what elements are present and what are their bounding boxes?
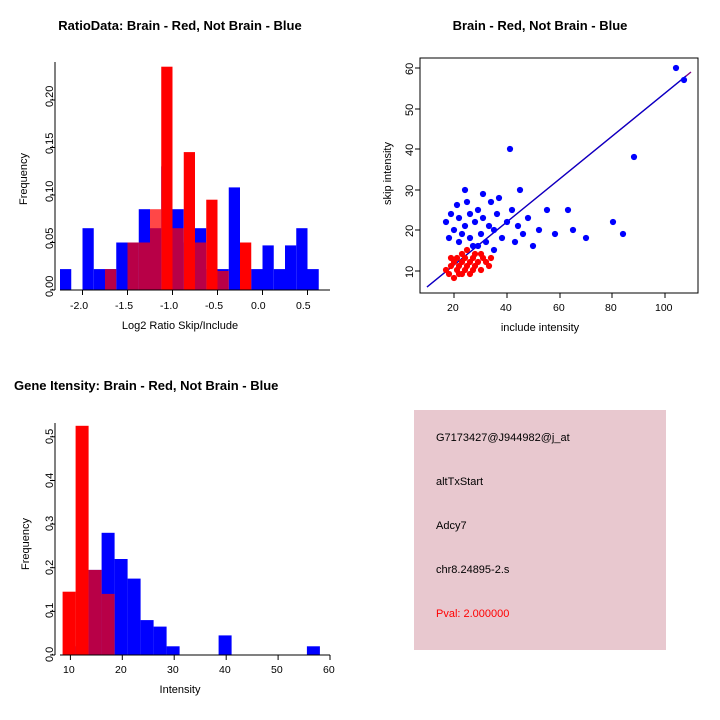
histogram-intensity-panel (0, 360, 360, 720)
y-tick-label: 0.3 (44, 515, 56, 531)
x-tick-label: 10 (63, 664, 75, 676)
x-tick-label: -0.5 (205, 300, 224, 312)
y-tick-label: 0.00 (44, 275, 56, 297)
y-tick-label: 50 (404, 103, 416, 116)
histogram-ratio-panel (0, 0, 360, 360)
x-tick-label: -2.0 (70, 300, 89, 312)
x-tick-label: -1.0 (160, 300, 179, 312)
y-tick-label: 30 (404, 184, 416, 197)
x-tick-label: 100 (655, 302, 673, 314)
histogram-ratio-xlabel: Log2 Ratio Skip/Include (121, 320, 239, 332)
histogram-intensity-svg (0, 360, 360, 720)
y-tick-label: 0.15 (44, 132, 56, 154)
histogram-intensity-title: Gene Itensity: Brain - Red, Not Brain - Blue (14, 378, 279, 393)
x-tick-label: -1.5 (115, 300, 134, 312)
scatter-points-red (443, 247, 494, 281)
y-tick-label: 0.05 (44, 227, 56, 249)
histogram-ratio-title: RatioData: Brain - Red, Not Brain - Blue (58, 18, 302, 33)
annotation-box (414, 410, 666, 650)
scatter-lines (427, 72, 691, 287)
x-tick-label: 80 (605, 302, 617, 314)
y-tick-label: 40 (404, 143, 416, 156)
gene-symbol-label: Adcy7 (436, 520, 467, 532)
x-tick-label: 50 (271, 664, 283, 676)
x-tick-label: 30 (167, 664, 179, 676)
scatter-ylabel: skip intensity (382, 142, 394, 205)
pval-label: Pval: 2.000000 (436, 608, 510, 620)
y-tick-label: 0.2 (44, 559, 56, 575)
x-tick-label: 60 (323, 664, 335, 676)
y-tick-label: 0.20 (44, 85, 56, 107)
x-tick-label: 40 (500, 302, 512, 314)
x-tick-label: 40 (219, 664, 231, 676)
scatter-title: Brain - Red, Not Brain - Blue (452, 18, 628, 33)
x-tick-label: 20 (115, 664, 127, 676)
y-tick-label: 0.0 (44, 646, 56, 662)
y-tick-label: 60 (404, 62, 416, 75)
histogram-ratio-ylabel: Frequency (18, 153, 30, 205)
x-tick-label: 60 (553, 302, 565, 314)
locus-label: chr8.24895-2.s (436, 564, 510, 576)
probe-id-label: G7173427@J944982@j_at (436, 432, 570, 444)
y-tick-label: 0.1 (44, 602, 56, 618)
info-panel (360, 360, 720, 720)
event-type-label: altTxStart (436, 476, 484, 488)
histogram-intensity-ylabel: Frequency (20, 518, 32, 570)
scatter-panel (360, 0, 720, 360)
x-tick-label: 20 (447, 302, 459, 314)
y-tick-label: 0.10 (44, 180, 56, 202)
histogram-intensity-xlabel: Intensity (159, 684, 201, 696)
y-tick-label: 10 (404, 265, 416, 278)
x-tick-label: 0.5 (296, 300, 311, 312)
y-tick-label: 0.4 (44, 472, 56, 488)
y-tick-label: 20 (404, 224, 416, 237)
histogram-intensity-plot (0, 360, 360, 720)
scatter-points-blue (443, 65, 687, 253)
scatter-xlabel: include intensity (500, 322, 580, 334)
y-tick-label: 0.5 (44, 428, 56, 444)
x-tick-label: 0.0 (251, 300, 266, 312)
